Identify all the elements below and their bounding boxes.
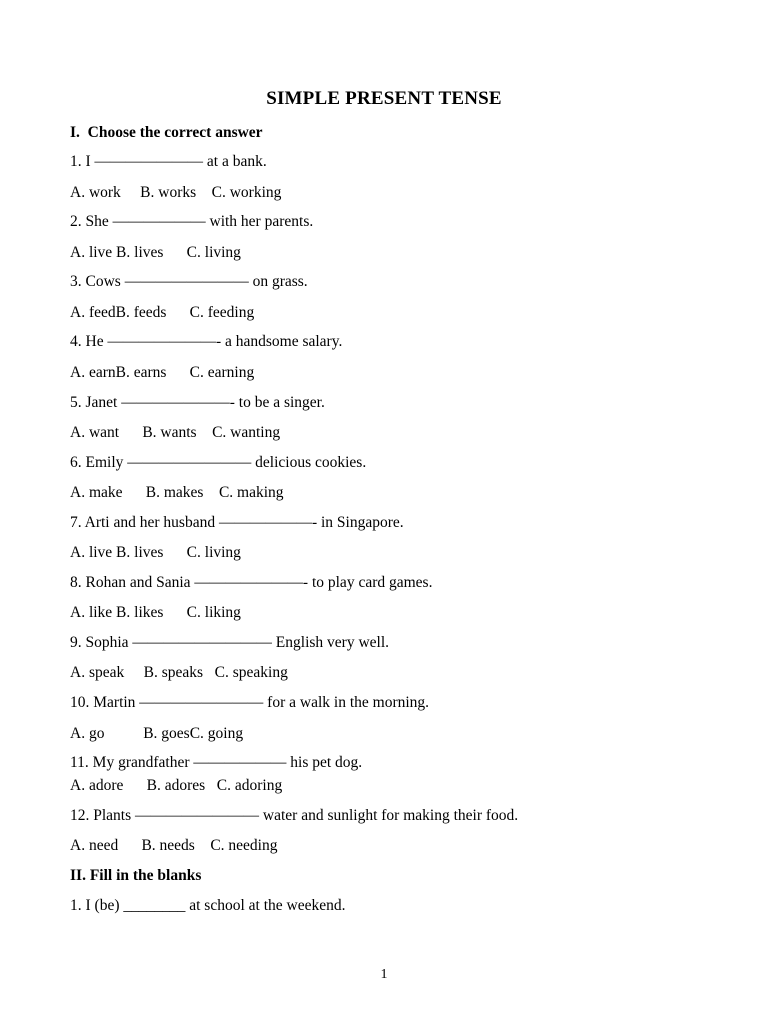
fill-question-1: 1. I (be) ________ at school at the weekend. <box>70 897 346 914</box>
question-9: 9. Sophia ————————— English very well. <box>70 634 390 651</box>
options-3: A. feedB. feeds C. feeding <box>70 304 255 321</box>
options-5: A. want B. wants C. wanting <box>70 424 281 441</box>
options-10: A. go B. goesC. going <box>70 725 244 742</box>
question-5: 5. Janet ———————- to be a singer. <box>70 394 325 411</box>
options-8: A. like B. likes C. liking <box>70 604 241 621</box>
options-12: A. need B. needs C. needing <box>70 837 278 854</box>
question-8: 8. Rohan and Sania ———————- to play card games. <box>70 574 433 591</box>
options-9: A. speak B. speaks C. speaking <box>70 664 288 681</box>
options-2: A. live B. lives C. living <box>70 244 241 261</box>
options-1: A. work B. works C. working <box>70 184 282 201</box>
page-title: SIMPLE PRESENT TENSE <box>266 88 502 109</box>
options-7: A. live B. lives C. living <box>70 544 241 561</box>
question-6: 6. Emily ———————— delicious cookies. <box>70 454 367 471</box>
question-1: 1. I ——————— at a bank. <box>70 153 267 170</box>
question-11: 11. My grandfather —————— his pet dog. <box>70 754 363 771</box>
page-number: 1 <box>380 967 388 982</box>
question-2: 2. She —————— with her parents. <box>70 213 314 230</box>
section-heading-1: I. Choose the correct answer <box>70 124 263 141</box>
question-3: 3. Cows ———————— on grass. <box>70 273 308 290</box>
section-heading-2: II. Fill in the blanks <box>70 867 202 884</box>
question-12: 12. Plants ———————— water and sunlight for making their food. <box>70 807 519 824</box>
options-4: A. earnB. earns C. earning <box>70 364 255 381</box>
question-10: 10. Martin ———————— for a walk in the morning. <box>70 694 430 711</box>
options-11: A. adore B. adores C. adoring <box>70 777 283 794</box>
options-6: A. make B. makes C. making <box>70 484 284 501</box>
question-4: 4. He ———————- a handsome salary. <box>70 333 343 350</box>
question-7: 7. Arti and her husband ——————- in Singapore. <box>70 514 404 531</box>
